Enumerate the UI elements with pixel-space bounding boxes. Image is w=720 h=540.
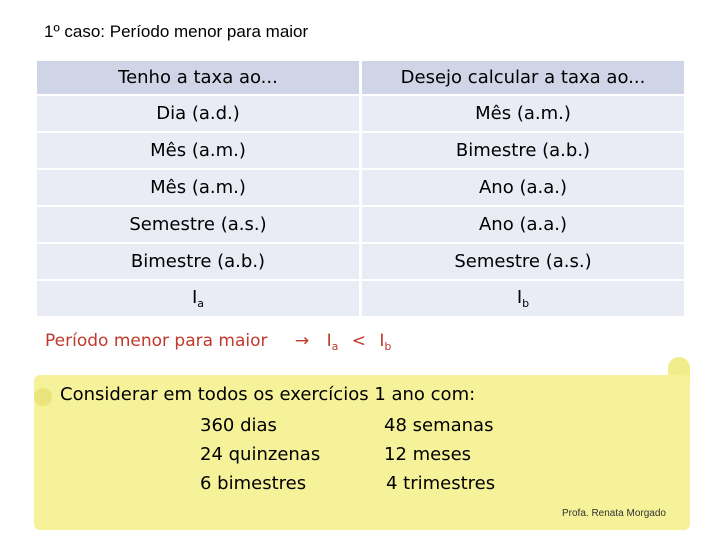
table-cell: Mês (a.m.) <box>361 95 685 132</box>
note-item: 4 trimestres <box>386 473 496 494</box>
table-cell: Ano (a.a.) <box>361 169 685 206</box>
symbol-base: I <box>379 331 385 351</box>
symbol-ia <box>37 280 361 317</box>
note-item: 6 bimestres <box>200 473 307 494</box>
scroll-curl-icon <box>34 388 52 406</box>
note-item: 24 quinzenas <box>200 444 321 465</box>
header-have-rate: Tenho a taxa ao... <box>37 61 361 95</box>
table-cell: Semestre (a.s.) <box>361 243 685 280</box>
table-header-row <box>37 61 684 95</box>
summary-text: Período menor para maior <box>45 331 268 351</box>
symbol-ib <box>361 280 685 317</box>
table-row <box>37 169 684 206</box>
table-row <box>37 132 684 169</box>
table-cell: Ano (a.a.) <box>361 206 685 243</box>
arrow-right-icon: → <box>294 331 310 351</box>
symbol-subscript: a <box>197 297 205 310</box>
symbol-base: I <box>326 331 332 351</box>
note-item: 360 dias <box>200 415 277 436</box>
header-want-rate: Desejo calcular a taxa ao... <box>361 61 685 95</box>
symbol-subscript: b <box>522 297 530 310</box>
table-cell: Semestre (a.s.) <box>37 206 361 243</box>
table-cell: Dia (a.d.) <box>37 95 361 132</box>
table-row <box>37 206 684 243</box>
table-cell: Bimestre (a.b.) <box>361 132 685 169</box>
note-item: 48 semanas <box>384 415 494 436</box>
table-cell: Mês (a.m.) <box>37 169 361 206</box>
table-cell: Mês (a.m.) <box>37 132 361 169</box>
rates-table <box>37 61 684 318</box>
summary-line <box>45 331 391 353</box>
less-than-operator: < <box>351 331 366 351</box>
page-title: 1º caso: Período menor para maior <box>44 22 309 41</box>
author-credit: Profa. Renata Morgado <box>562 508 666 519</box>
symbol-subscript: a <box>331 340 339 353</box>
table-row <box>37 243 684 280</box>
note-heading: Considerar em todos os exercícios 1 ano com: <box>60 384 476 405</box>
note-item: 12 meses <box>384 444 472 465</box>
table-row <box>37 95 684 132</box>
symbol-base: I <box>516 287 523 308</box>
symbol-base: I <box>191 287 198 308</box>
table-row-symbols <box>37 280 684 317</box>
symbol-subscript: b <box>384 340 392 353</box>
table-cell: Bimestre (a.b.) <box>37 243 361 280</box>
